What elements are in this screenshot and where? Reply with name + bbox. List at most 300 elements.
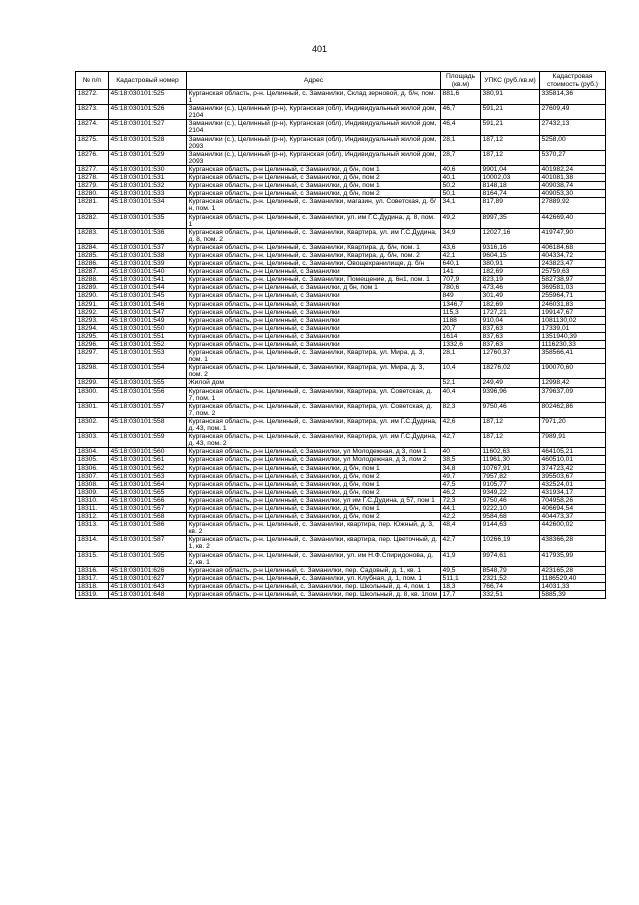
table-row xyxy=(76,324,606,332)
table-row xyxy=(76,182,606,190)
cadastral-cost-cell: 401982,24 xyxy=(540,165,606,173)
area-cell: 46,4 xyxy=(441,120,481,135)
cadastral-number-cell: 45:18:030101:555 xyxy=(109,379,187,387)
area-cell: 72,3 xyxy=(441,496,481,504)
row-number-cell: 18276. xyxy=(76,150,109,165)
address-cell: Курганская область, р-н. Целинный, с. Заманилки, квартира, пер. Южный, д. 3, кв. 2 xyxy=(187,521,441,536)
table-row xyxy=(76,135,606,150)
upks-cell: 9750,46 xyxy=(481,402,540,417)
cadastral-cost-cell: 25759,63 xyxy=(540,268,606,276)
row-number-cell: 18304. xyxy=(76,448,109,456)
upks-cell: 10767,91 xyxy=(481,464,540,472)
cadastral-number-cell: 45:18:030101:528 xyxy=(109,135,187,150)
cadastral-cost-cell: 423165,28 xyxy=(540,566,606,574)
table-row xyxy=(76,456,606,464)
upks-cell: 8997,35 xyxy=(481,213,540,228)
row-number-cell: 18288. xyxy=(76,276,109,284)
area-cell: 49,7 xyxy=(441,472,481,480)
upks-cell: 9105,77 xyxy=(481,480,540,488)
cadastral-cost-cell: 404473,37 xyxy=(540,513,606,521)
area-cell: 40,4 xyxy=(441,387,481,402)
table-row xyxy=(76,308,606,316)
cadastral-cost-cell: 406694,54 xyxy=(540,504,606,512)
cadastral-cost-cell: 7989,91 xyxy=(540,433,606,448)
area-cell: 511,1 xyxy=(441,574,481,582)
address-cell: Заманилки (с.), Целинный (р-н), Курганская (обл), Индивидуальный жилой дом, 2093 xyxy=(187,135,441,150)
cadastral-cost-cell: 395503,67 xyxy=(540,472,606,480)
table-row xyxy=(76,316,606,324)
row-number-cell: 18283. xyxy=(76,228,109,243)
row-number-cell: 18308. xyxy=(76,480,109,488)
cadastral-cost-cell: 27889,92 xyxy=(540,198,606,213)
address-cell: Курганская область, р-н Целинный, с Заманилки xyxy=(187,308,441,316)
row-number-cell: 18295. xyxy=(76,332,109,340)
table-row xyxy=(76,165,606,173)
upks-cell: 1727,21 xyxy=(481,308,540,316)
cadastral-number-cell: 45:18:030101:551 xyxy=(109,332,187,340)
row-number-cell: 18272. xyxy=(76,90,109,105)
upks-cell: 249,49 xyxy=(481,379,540,387)
area-cell: 849 xyxy=(441,292,481,300)
cadastral-number-cell: 45:18:030101:538 xyxy=(109,251,187,259)
table-row xyxy=(76,521,606,536)
cadastral-number-cell: 45:18:030101:539 xyxy=(109,260,187,268)
row-number-cell: 18307. xyxy=(76,472,109,480)
row-number-cell: 18284. xyxy=(76,243,109,251)
cadastral-number-cell: 45:18:030101:531 xyxy=(109,174,187,182)
upks-cell: 8148,18 xyxy=(481,182,540,190)
cadastral-cost-cell: 1081130,02 xyxy=(540,316,606,324)
table-row xyxy=(76,496,606,504)
address-cell: Курганская область, р-н Целинный, с Заманилки xyxy=(187,268,441,276)
address-cell: Курганская область, р-н Целинный, с Заманилки xyxy=(187,316,441,324)
cadastral-cost-cell: 802462,86 xyxy=(540,402,606,417)
table-row xyxy=(76,582,606,590)
table-row xyxy=(76,513,606,521)
upks-cell: 9974,61 xyxy=(481,551,540,566)
table-row xyxy=(76,566,606,574)
cadastral-cost-cell: 432524,01 xyxy=(540,480,606,488)
row-number-cell: 18294. xyxy=(76,324,109,332)
area-cell: 46,2 xyxy=(441,488,481,496)
cadastral-number-cell: 45:18:030101:559 xyxy=(109,433,187,448)
cadastral-cost-cell: 704958,26 xyxy=(540,496,606,504)
table-row xyxy=(76,150,606,165)
cadastral-number-cell: 45:18:030101:562 xyxy=(109,464,187,472)
area-cell: 46,7 xyxy=(441,105,481,120)
upks-cell: 182,69 xyxy=(481,268,540,276)
cadastral-cost-cell: 246031,83 xyxy=(540,300,606,308)
area-cell: 49,5 xyxy=(441,566,481,574)
row-number-cell: 18306. xyxy=(76,464,109,472)
address-cell: Курганская область, р-н. Целинный, с. Заманилки, Квартира, ул. Мира, д. 3, пом. 1 xyxy=(187,349,441,364)
table-row xyxy=(76,574,606,582)
cadastral-cost-cell: 442669,40 xyxy=(540,213,606,228)
table-row xyxy=(76,551,606,566)
address-cell: Курганская область, р-н. Целинный, с. Заманилки, магазин, ул. Советская, д. б/н, пом. 1 xyxy=(187,198,441,213)
cadastral-cost-cell: 409053,30 xyxy=(540,190,606,198)
area-cell: 34,9 xyxy=(441,228,481,243)
table-row xyxy=(76,260,606,268)
row-number-cell: 18296. xyxy=(76,341,109,349)
table-row xyxy=(76,228,606,243)
address-cell: Курганская область, р-н Целинный, с Заманилки, д б/н, пом 1 xyxy=(187,480,441,488)
address-cell: Заманилки (с.), Целинный (р-н), Курганская (обл), Индивидуальный жилой дом, 2104 xyxy=(187,120,441,135)
address-cell: Курганская область, р-н Целинный, с Заманилки, д б/н, пом 1 xyxy=(187,504,441,512)
upks-cell: 12027,16 xyxy=(481,228,540,243)
address-cell: Курганская область, р-н Целинный, с Заманилки xyxy=(187,292,441,300)
address-cell: Курганская область, р-н Целинный, с. Заманилки, пер. Школьный, д. 8, кв. 1пом xyxy=(187,591,441,599)
cadastral-cost-cell: 335814,36 xyxy=(540,90,606,105)
area-cell: 47,5 xyxy=(441,480,481,488)
cadastral-number-cell: 45:18:030101:568 xyxy=(109,513,187,521)
cadastral-number-cell: 45:18:030101:627 xyxy=(109,574,187,582)
upks-cell: 187,12 xyxy=(481,433,540,448)
cadastral-number-cell: 45:18:030101:558 xyxy=(109,417,187,432)
cadastral-cost-cell: 401081,38 xyxy=(540,174,606,182)
row-number-cell: 18297. xyxy=(76,349,109,364)
table-row xyxy=(76,402,606,417)
table-row xyxy=(76,243,606,251)
row-number-cell: 18314. xyxy=(76,536,109,551)
area-cell: 42,7 xyxy=(441,433,481,448)
table-row xyxy=(76,174,606,182)
area-cell: 50,2 xyxy=(441,182,481,190)
cadastral-cost-cell: 243823,47 xyxy=(540,260,606,268)
page-number: 401 xyxy=(311,44,328,54)
area-cell: 18,3 xyxy=(441,582,481,590)
upks-cell: 9750,46 xyxy=(481,496,540,504)
cadastral-cost-cell: 379637,09 xyxy=(540,387,606,402)
row-number-cell: 18315. xyxy=(76,551,109,566)
address-cell: Курганская область, р-н Целинный, с Заманилки, ул Молодежная, д 3, пом 2 xyxy=(187,456,441,464)
row-number-cell: 18290. xyxy=(76,292,109,300)
row-number-cell: 18299. xyxy=(76,379,109,387)
row-number-cell: 18298. xyxy=(76,364,109,379)
upks-cell: 7957,82 xyxy=(481,472,540,480)
cadastral-cost-cell: 255964,71 xyxy=(540,292,606,300)
cadastral-cost-cell: 431934,17 xyxy=(540,488,606,496)
upks-cell: 823,19 xyxy=(481,276,540,284)
area-cell: 1346,7 xyxy=(441,300,481,308)
upks-cell: 18276,02 xyxy=(481,364,540,379)
cadastral-number-cell: 45:18:030101:534 xyxy=(109,198,187,213)
upks-cell: 9316,16 xyxy=(481,243,540,251)
area-cell: 34,8 xyxy=(441,464,481,472)
cadastral-number-cell: 45:18:030101:536 xyxy=(109,228,187,243)
table-row xyxy=(76,190,606,198)
address-cell: Курганская область, р-н Целинный, с Заманилки, д б/н, пом 2 xyxy=(187,513,441,521)
cadastral-number-cell: 45:18:030101:525 xyxy=(109,90,187,105)
row-number-cell: 18319. xyxy=(76,591,109,599)
upks-cell: 12760,37 xyxy=(481,349,540,364)
address-cell: Жилой дом xyxy=(187,379,441,387)
area-cell: 49,2 xyxy=(441,213,481,228)
area-cell: 41,9 xyxy=(441,551,481,566)
address-cell: Курганская область, р-н Целинный, с Заманилки, д б/н, пом 2 xyxy=(187,190,441,198)
address-cell: Курганская область, р-н. Целинный, с. Заманилки, ул. им Г.С.Дудина, д. 8, пом. 1 xyxy=(187,213,441,228)
cadastral-number-cell: 45:18:030101:556 xyxy=(109,387,187,402)
cadastral-number-cell: 45:18:030101:554 xyxy=(109,364,187,379)
cadastral-number-cell: 45:18:030101:533 xyxy=(109,190,187,198)
area-cell: 42,6 xyxy=(441,417,481,432)
table-row xyxy=(76,591,606,599)
cadastral-cost-cell: 464105,21 xyxy=(540,448,606,456)
upks-cell: 11961,30 xyxy=(481,456,540,464)
cadastral-number-cell: 45:18:030101:540 xyxy=(109,268,187,276)
address-cell: Курганская область, р-н Целинный, с Заманилки xyxy=(187,332,441,340)
row-number-cell: 18293. xyxy=(76,316,109,324)
table-row xyxy=(76,300,606,308)
cadastral-number-cell: 45:18:030101:626 xyxy=(109,566,187,574)
address-cell: Курганская область, р-н Целинный, с Заманилки, д б/н, пом 1 xyxy=(187,464,441,472)
upks-cell: 817,89 xyxy=(481,198,540,213)
area-cell: 82,3 xyxy=(441,402,481,417)
cadastral-number-cell: 45:18:030101:537 xyxy=(109,243,187,251)
cadastral-number-cell: 45:18:030101:546 xyxy=(109,300,187,308)
upks-cell: 380,91 xyxy=(481,90,540,105)
row-number-cell: 18318. xyxy=(76,582,109,590)
table-row xyxy=(76,268,606,276)
cadastral-cost-cell: 5885,39 xyxy=(540,591,606,599)
cadastral-number-cell: 45:18:030101:532 xyxy=(109,182,187,190)
address-cell: Курганская область, р-н. Целинный, с. Заманилки, Квартира, ул. Советская, д. 7, пом. 1 xyxy=(187,387,441,402)
area-cell: 40,1 xyxy=(441,174,481,182)
row-number-cell: 18313. xyxy=(76,521,109,536)
header-row-number: № п/п xyxy=(76,72,109,90)
address-cell: Курганская область, р-н. Целинный, с. Заманилки, Овощехранилище, д. б/н xyxy=(187,260,441,268)
table-row xyxy=(76,488,606,496)
area-cell: 20,7 xyxy=(441,324,481,332)
table-row xyxy=(76,417,606,432)
address-cell: Курганская область, р-н Целинный, с Заманилки, ул Молодежная, д 3, пом 1 xyxy=(187,448,441,456)
address-cell: Курганская область, р-н Целинный, с Заманилки, д бн, пом 1 xyxy=(187,284,441,292)
row-number-cell: 18310. xyxy=(76,496,109,504)
upks-cell: 8164,74 xyxy=(481,190,540,198)
upks-cell: 837,63 xyxy=(481,332,540,340)
area-cell: 115,3 xyxy=(441,308,481,316)
cadastral-cost-cell: 438366,28 xyxy=(540,536,606,551)
address-cell: Курганская область, р-н. Целинный, с. Заманилки, Квартира, ул. им Г.С.Дудина, д. 43, пом. 1 xyxy=(187,417,441,432)
area-cell: 42,7 xyxy=(441,536,481,551)
cadastral-cost-cell: 409038,74 xyxy=(540,182,606,190)
cadastral-number-cell: 45:18:030101:530 xyxy=(109,165,187,173)
table-row xyxy=(76,213,606,228)
upks-cell: 9222,10 xyxy=(481,504,540,512)
upks-cell: 591,21 xyxy=(481,105,540,120)
upks-cell: 766,74 xyxy=(481,582,540,590)
area-cell: 780,6 xyxy=(441,284,481,292)
cadastral-value-table xyxy=(75,71,606,599)
cadastral-number-cell: 45:18:030101:527 xyxy=(109,120,187,135)
upks-cell: 9396,96 xyxy=(481,387,540,402)
table-header-row xyxy=(76,72,606,90)
upks-cell: 837,63 xyxy=(481,324,540,332)
area-cell: 28,7 xyxy=(441,150,481,165)
table-row xyxy=(76,251,606,259)
cadastral-number-cell: 45:18:030101:566 xyxy=(109,496,187,504)
table-row xyxy=(76,341,606,349)
address-cell: Курганская область, р-н. Целинный, с. Заманилки, Квартира, ул. Советская, д. 7, пом. 2 xyxy=(187,402,441,417)
upks-cell: 187,12 xyxy=(481,135,540,150)
row-number-cell: 18311. xyxy=(76,504,109,512)
table-row xyxy=(76,198,606,213)
area-cell: 38,5 xyxy=(441,456,481,464)
cadastral-number-cell: 45:18:030101:560 xyxy=(109,448,187,456)
upks-cell: 2321,52 xyxy=(481,574,540,582)
cadastral-number-cell: 45:18:030101:643 xyxy=(109,582,187,590)
address-cell: Курганская область, р-н Целинный, с. Заманилки, пер. Школьный, д. 4, пом. 1 xyxy=(187,582,441,590)
upks-cell: 9901,04 xyxy=(481,165,540,173)
cadastral-number-cell: 45:18:030101:557 xyxy=(109,402,187,417)
cadastral-cost-cell: 5258,00 xyxy=(540,135,606,150)
cadastral-cost-cell: 582738,97 xyxy=(540,276,606,284)
cadastral-number-cell: 45:18:030101:526 xyxy=(109,105,187,120)
cadastral-cost-cell: 17339,01 xyxy=(540,324,606,332)
cadastral-number-cell: 45:18:030101:561 xyxy=(109,456,187,464)
header-address: Адрес xyxy=(187,72,441,90)
table-row xyxy=(76,364,606,379)
cadastral-cost-cell: 404334,72 xyxy=(540,251,606,259)
address-cell: Заманилки (с.), Целинный (р-н), Курганская (обл), Индивидуальный жилой дом, 2093 xyxy=(187,150,441,165)
upks-cell: 910,04 xyxy=(481,316,540,324)
header-area: Площадь (кв.м) xyxy=(441,72,481,90)
cadastral-number-cell: 45:18:030101:586 xyxy=(109,521,187,536)
area-cell: 52,1 xyxy=(441,379,481,387)
table-row xyxy=(76,536,606,551)
upks-cell: 837,63 xyxy=(481,341,540,349)
cadastral-number-cell: 45:18:030101:550 xyxy=(109,324,187,332)
area-cell: 28,1 xyxy=(441,349,481,364)
cadastral-number-cell: 45:18:030101:595 xyxy=(109,551,187,566)
row-number-cell: 18309. xyxy=(76,488,109,496)
area-cell: 640,1 xyxy=(441,260,481,268)
cadastral-cost-cell: 406184,68 xyxy=(540,243,606,251)
cadastral-cost-cell: 460510,01 xyxy=(540,456,606,464)
cadastral-cost-cell: 1351940,39 xyxy=(540,332,606,340)
upks-cell: 10266,19 xyxy=(481,536,540,551)
area-cell: 40,6 xyxy=(441,165,481,173)
area-cell: 707,9 xyxy=(441,276,481,284)
upks-cell: 11602,63 xyxy=(481,448,540,456)
area-cell: 42,2 xyxy=(441,513,481,521)
cadastral-number-cell: 45:18:030101:547 xyxy=(109,308,187,316)
area-cell: 10,4 xyxy=(441,364,481,379)
upks-cell: 473,46 xyxy=(481,284,540,292)
address-cell: Заманилки (с.), Целинный (р-н), Курганская (обл), Индивидуальный жилой дом, 2104 xyxy=(187,105,441,120)
row-number-cell: 18291. xyxy=(76,300,109,308)
address-cell: Курганская область, р-н. Целинный, с. Заманилки, Квартира, ул. им Г.С.Дудина, д. 43, пом. 2 xyxy=(187,433,441,448)
table-row xyxy=(76,379,606,387)
cadastral-cost-cell: 417935,99 xyxy=(540,551,606,566)
address-cell: Курганская область, р-н Целинный, с Заманилки, ул им Г.С.Дудина, д 57, пом 1 xyxy=(187,496,441,504)
address-cell: Курганская область, р-н Целинный, с Заманилки, д б/н, пом 2 xyxy=(187,174,441,182)
row-number-cell: 18277. xyxy=(76,165,109,173)
row-number-cell: 18274. xyxy=(76,120,109,135)
address-cell: Курганская область, р-н Целинный, с Заманилки, д б/н, пом 1 xyxy=(187,165,441,173)
table-row xyxy=(76,472,606,480)
upks-cell: 10002,03 xyxy=(481,174,540,182)
table-row xyxy=(76,349,606,364)
cadastral-cost-cell: 358566,41 xyxy=(540,349,606,364)
address-cell: Курганская область, р-н Целинный, с Заманилки, д б/н, пом 2 xyxy=(187,472,441,480)
row-number-cell: 18301. xyxy=(76,402,109,417)
table-row xyxy=(76,504,606,512)
area-cell: 881,6 xyxy=(441,90,481,105)
address-cell: Курганская область, р-н Целинный, с Заманилки xyxy=(187,324,441,332)
header-cadastral-number: Кадастровый номер xyxy=(109,72,187,90)
address-cell: Курганская область, р-н Целинный, с Заманилки xyxy=(187,300,441,308)
cadastral-cost-cell: 190070,60 xyxy=(540,364,606,379)
address-cell: Курганская область, р-н Целинный, с. Заманилки, пер. Садовый, д. 1, кв. 1 xyxy=(187,566,441,574)
cadastral-cost-cell: 1186529,40 xyxy=(540,574,606,582)
row-number-cell: 18305. xyxy=(76,456,109,464)
upks-cell: 9604,15 xyxy=(481,251,540,259)
table-row xyxy=(76,332,606,340)
row-number-cell: 18287. xyxy=(76,268,109,276)
area-cell: 48,4 xyxy=(441,521,481,536)
address-cell: Курганская область, р-н. Целинный, с. Заманилки, Квартира, ул. им Г.С.Дудина, д. 8, пом. 2 xyxy=(187,228,441,243)
address-cell: Курганская область, р-н. Целинный, с. Заманилки, Квартира, д. б/н, пом. 1 xyxy=(187,243,441,251)
cadastral-cost-cell: 27432,13 xyxy=(540,120,606,135)
row-number-cell: 18279. xyxy=(76,182,109,190)
row-number-cell: 18303. xyxy=(76,433,109,448)
cadastral-number-cell: 45:18:030101:587 xyxy=(109,536,187,551)
address-cell: Курганская область, р-н. Целинный, с. Заманилки, ул. им Н.Ф.Спиридонова, д. 2, кв. 1 xyxy=(187,551,441,566)
table-row xyxy=(76,284,606,292)
cadastral-number-cell: 45:18:030101:565 xyxy=(109,488,187,496)
cadastral-number-cell: 45:18:030101:563 xyxy=(109,472,187,480)
upks-cell: 8548,79 xyxy=(481,566,540,574)
table-row xyxy=(76,433,606,448)
area-cell: 17,7 xyxy=(441,591,481,599)
table-row xyxy=(76,387,606,402)
table-row xyxy=(76,448,606,456)
area-cell: 1614 xyxy=(441,332,481,340)
row-number-cell: 18278. xyxy=(76,174,109,182)
area-cell: 50,1 xyxy=(441,190,481,198)
table-row xyxy=(76,90,606,105)
address-cell: Курганская область, р-н. Целинный, с. Заманилки, квартира, пер. Цветочный, д. 1, кв. 2 xyxy=(187,536,441,551)
cadastral-number-cell: 45:18:030101:567 xyxy=(109,504,187,512)
header-upks: УПКС (руб./кв.м) xyxy=(481,72,540,90)
row-number-cell: 18312. xyxy=(76,513,109,521)
upks-cell: 9584,68 xyxy=(481,513,540,521)
row-number-cell: 18282. xyxy=(76,213,109,228)
area-cell: 34,1 xyxy=(441,198,481,213)
cadastral-number-cell: 45:18:030101:535 xyxy=(109,213,187,228)
cadastral-cost-cell: 1116230,33 xyxy=(540,341,606,349)
address-cell: Курганская область, р-н Целинный, с Заманилки, д б/н, пом 1 xyxy=(187,182,441,190)
table-row xyxy=(76,292,606,300)
upks-cell: 591,21 xyxy=(481,120,540,135)
cadastral-number-cell: 45:18:030101:541 xyxy=(109,276,187,284)
cadastral-number-cell: 45:18:030101:549 xyxy=(109,316,187,324)
upks-cell: 380,91 xyxy=(481,260,540,268)
row-number-cell: 18316. xyxy=(76,566,109,574)
area-cell: 43,6 xyxy=(441,243,481,251)
cadastral-number-cell: 45:18:030101:553 xyxy=(109,349,187,364)
upks-cell: 301,49 xyxy=(481,292,540,300)
cadastral-number-cell: 45:18:030101:552 xyxy=(109,341,187,349)
cadastral-number-cell: 45:18:030101:529 xyxy=(109,150,187,165)
row-number-cell: 18292. xyxy=(76,308,109,316)
cadastral-cost-cell: 7971,20 xyxy=(540,417,606,432)
upks-cell: 182,69 xyxy=(481,300,540,308)
area-cell: 44,1 xyxy=(441,504,481,512)
cadastral-number-cell: 45:18:030101:648 xyxy=(109,591,187,599)
area-cell: 141 xyxy=(441,268,481,276)
